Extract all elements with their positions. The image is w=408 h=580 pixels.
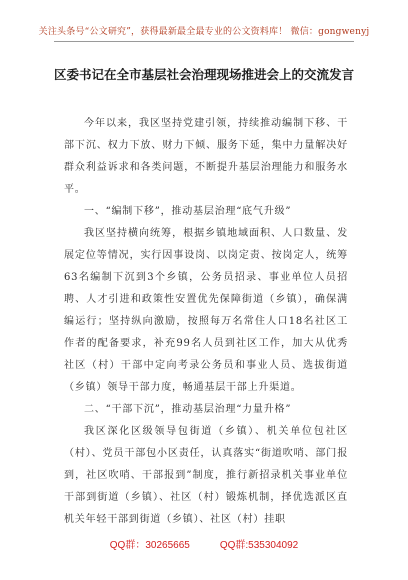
footer-contact xyxy=(0,536,408,551)
section-heading-1: 一、“编制下移”，推动基层治理“底气升级” xyxy=(84,206,292,217)
footer-qq-group-1: QQ群：30265665 xyxy=(109,540,190,551)
paragraph-intro: 今年以来，我区坚持党建引领，持续推动编制下移、干部下沉、权力下放、财力下倾、服务下延，集中力量解决好群众利益诉求和各类问题，不断提升基层治理能力和服务水平。 xyxy=(64,118,348,195)
paragraph-section-1: 我区坚持横向统筹，根据乡镇地域面积、人口数量、发展定位等情况，实行因事设岗、以岗定责、按岗定人，统筹63名编制下沉到3个乡镇，公务员招录、事业单位人员招聘、人才引进和政策性安置优先保障街道（乡镇），确保满编运行；坚持纵向激励，按照每万名常住人口18名社区工作者的配备要求，补充99名人员到社区工作，加大从优秀社区（村）干部中定向考录公务员和事业人员、选拔街道（乡镇）领导干部力度，畅通基层干部上升渠道。 xyxy=(64,228,348,393)
paragraph-section-2: 我区深化区级领导包街道（乡镇）、机关单位包社区（村）、党员干部包小区责任，认真落实“街道吹哨、部门报到，社区吹哨、干部报到”制度，推行新招录机关事业单位干部到街道（乡镇）、社区（村）锻炼机制，择优选派区直机关年轻干部到街道（乡镇）、社区（村）挂职 xyxy=(64,426,348,525)
section-heading-2: 二、“干部下沉”，推动基层治理“力量升格” xyxy=(84,404,292,415)
header-banner: 关注头条号“公文研究”，获得最新最全最专业的公文资料库！ 微信：gongwenyj xyxy=(38,27,370,37)
document-title: 区委书记在全市基层社会治理现场推进会上的交流发言 xyxy=(53,67,354,82)
document-body xyxy=(64,113,348,531)
footer-qq-group-2: QQ群:535304092 xyxy=(219,540,299,551)
header-divider xyxy=(54,41,354,42)
